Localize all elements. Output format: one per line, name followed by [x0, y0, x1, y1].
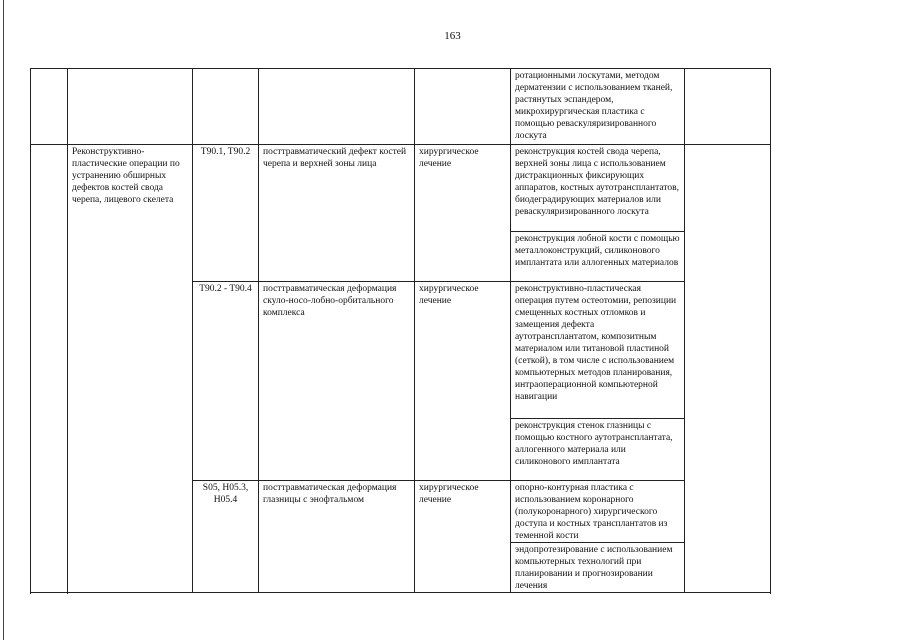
condition-cell: посттравматическая деформация скуло-носо-лобно-орбитального комплекса — [259, 282, 415, 481]
method-cell: реконструкция костей свода черепа, верхней зоны лица с использованием дистракционных фиксирующих аппаратов, костных аутотрансплантатов, биодеградирующих материалов или реваскуляризированного лоскута — [511, 145, 685, 232]
scan-edge-line — [3, 0, 4, 640]
method-cell: реконструкция лобной кости с помощью металлоконструкций, силиконового имплантата или аллогенных материалов — [511, 232, 685, 282]
treatment-cell — [415, 69, 511, 145]
tariff-cell — [685, 145, 771, 593]
codes-cell: T90.1, T90.2 — [193, 145, 259, 282]
codes-cell: S05, H05.3, H05.4 — [193, 481, 259, 593]
treatment-cell: хирургическое лечение — [415, 145, 511, 282]
treatment-cell: хирургическое лечение — [415, 481, 511, 593]
condition-cell: посттравматическая деформация глазницы с энофтальмом — [259, 481, 415, 593]
medical-procedures-table — [30, 68, 771, 593]
treatment-cell: хирургическое лечение — [415, 282, 511, 481]
condition-cell — [259, 69, 415, 145]
page-number: 163 — [444, 30, 461, 42]
table-row — [31, 69, 771, 145]
method-cell: реконструкция стенок глазницы с помощью костного аутотрансплантата, аллогенного материала или силиконового имплантата — [511, 419, 685, 481]
row-number-cell — [31, 145, 68, 593]
method-cell: эндопротезирование с использованием компьютерных технологий при планировании и прогнозировании лечения — [511, 543, 685, 593]
codes-cell — [193, 69, 259, 145]
tariff-cell — [685, 69, 771, 145]
table-row — [31, 145, 771, 232]
condition-cell: посттравматический дефект костей черепа и верхней зоны лица — [259, 145, 415, 282]
row-number-cell — [31, 69, 68, 145]
group-cell: Реконструктивно-пластические операции по устранению обширных дефектов костей свода черепа, лицевого скелета — [68, 145, 193, 593]
method-cell: реконструктивно-пластическая операция путем остеотомии, репозиции смещенных костных отломков и замещения дефекта аутотрансплантатом, композитным материалом или титановой пластиной (сеткой), в том числе с использованием компьютерных методов планирования, интраоперационной компьютерной навигации — [511, 282, 685, 419]
method-cell: опорно-контурная пластика с использованием коронарного (полукоронарного) хирургического доступа и костных трансплантатов из теменной кости — [511, 481, 685, 543]
codes-cell: T90.2 - T90.4 — [193, 282, 259, 481]
method-cell: ротационными лоскутами, методом дерматензии с использованием тканей, растянутых эспандером, микрохирургическая пластика с помощью реваскуляризированного лоскута — [511, 69, 685, 145]
group-cell — [68, 69, 193, 145]
